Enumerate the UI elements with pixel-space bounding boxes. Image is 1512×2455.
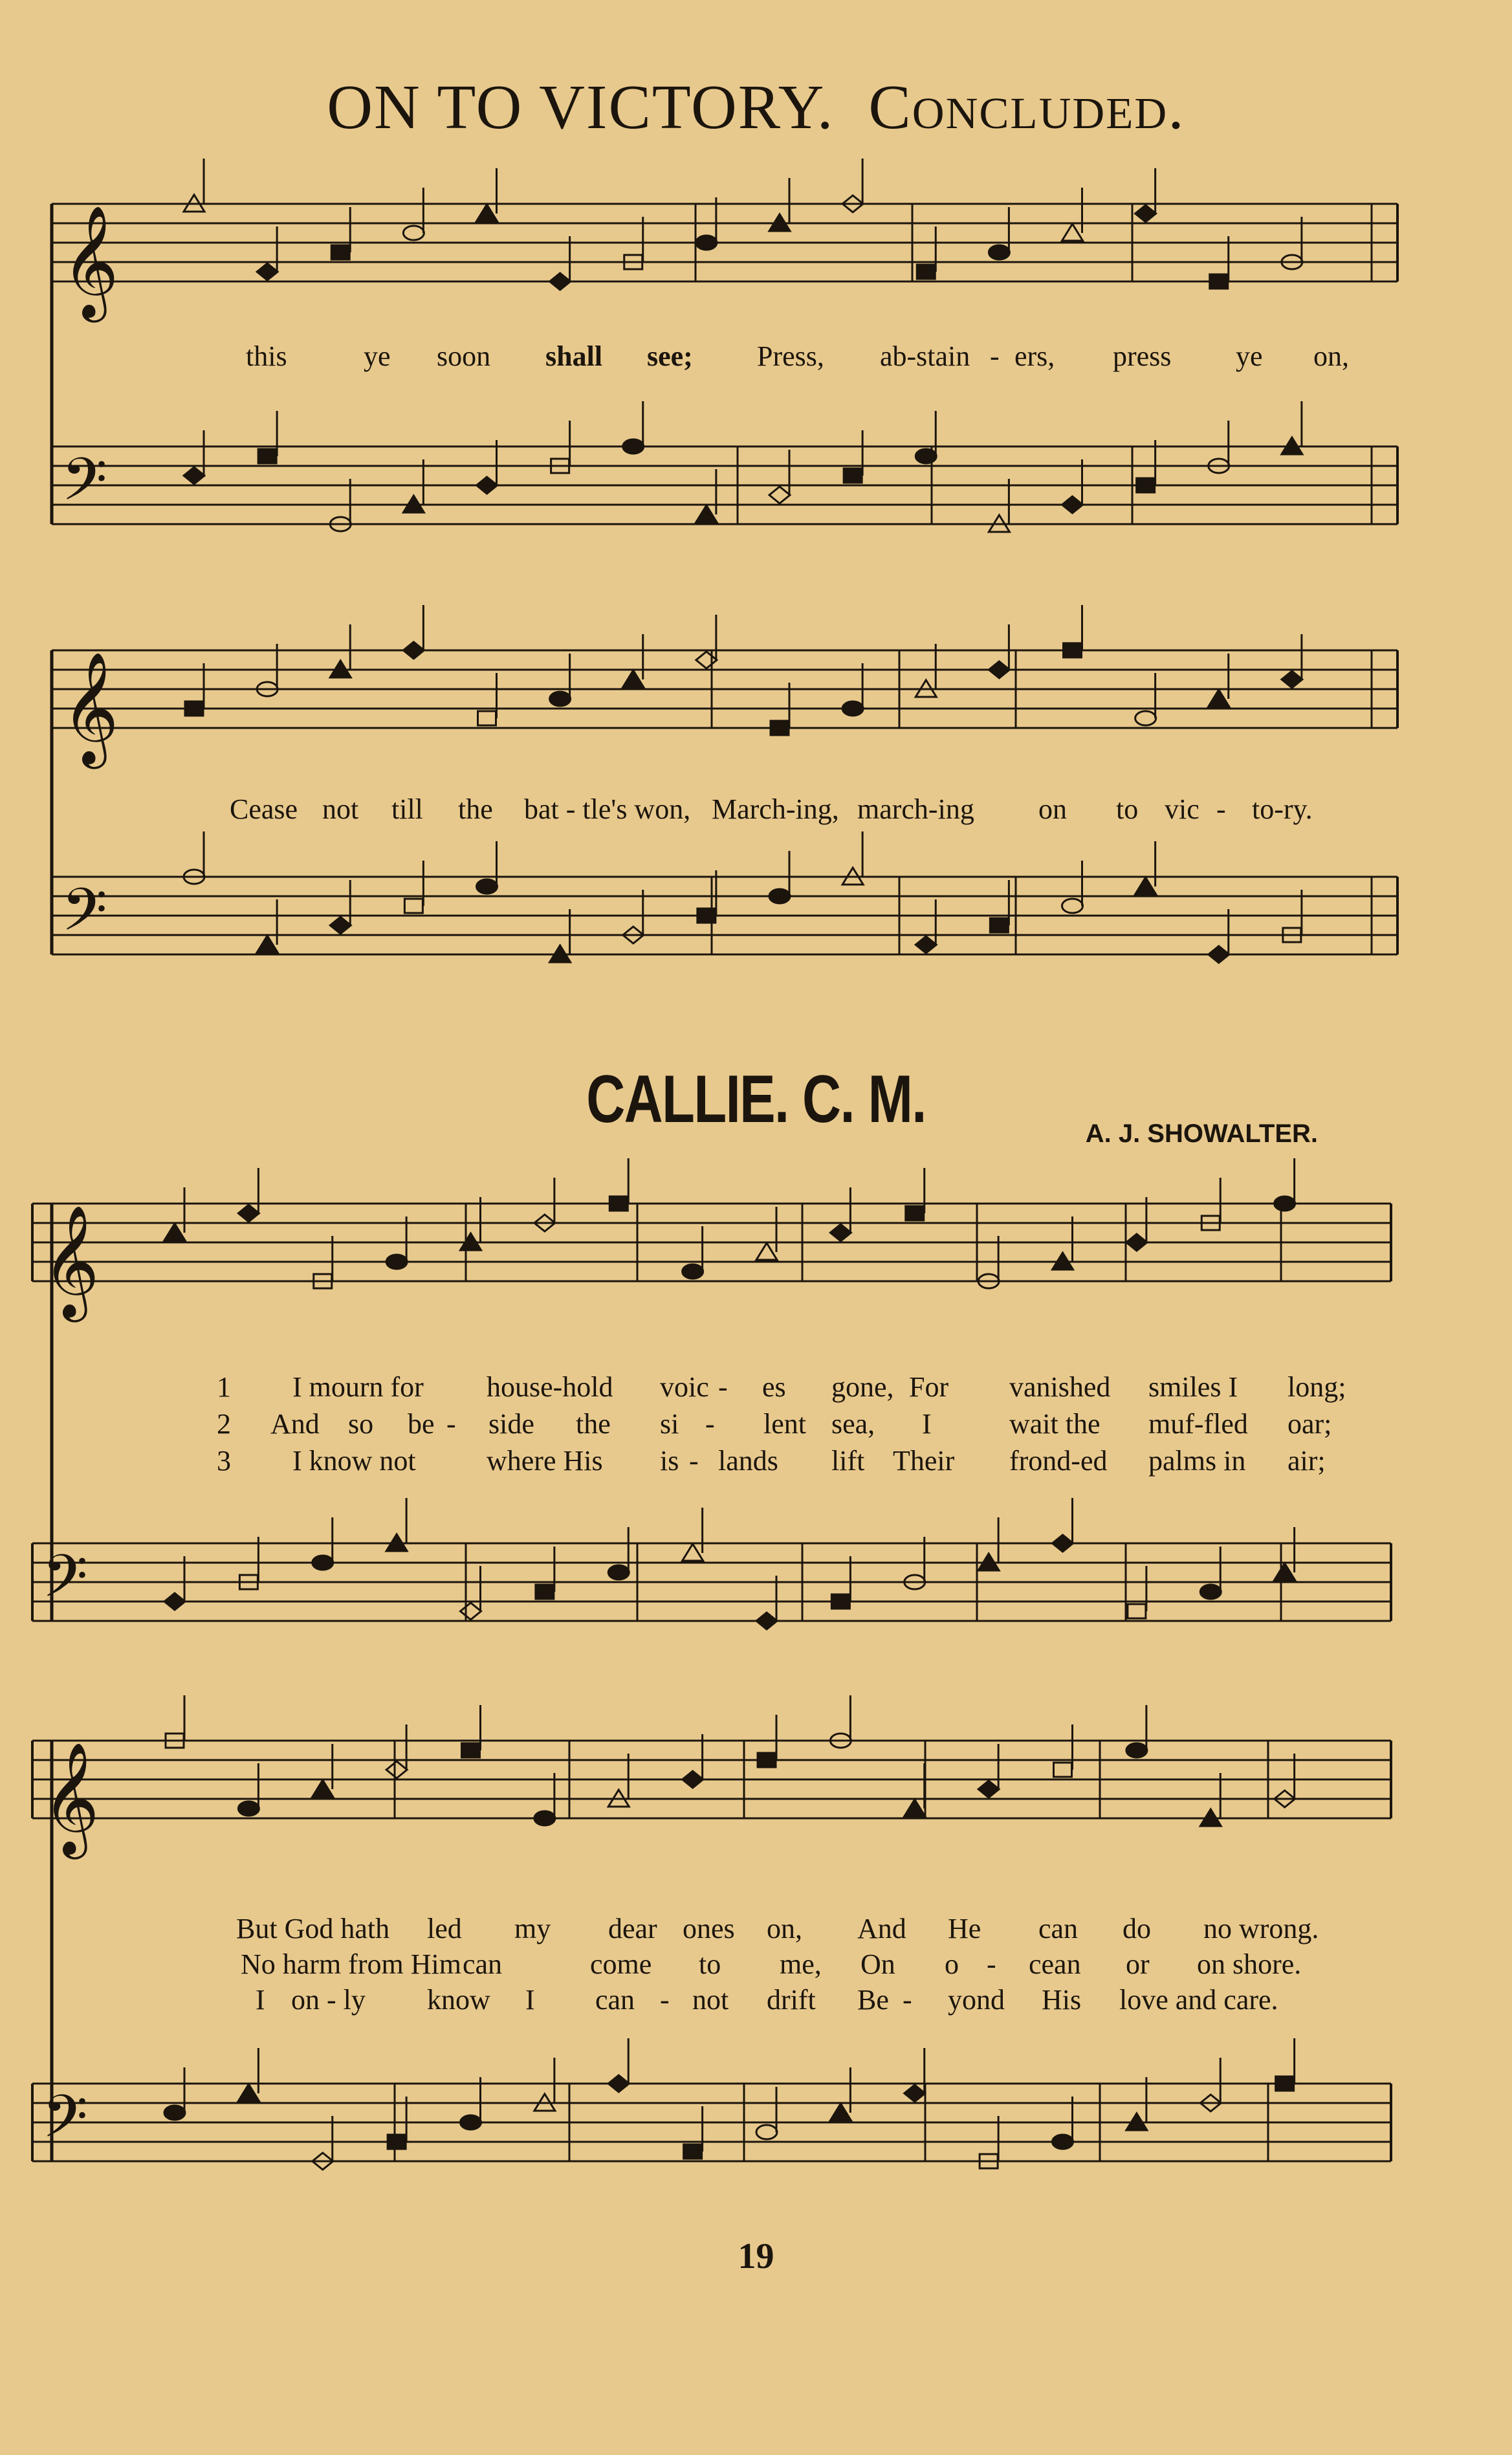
lyric-word: on shore. (1197, 1948, 1302, 1980)
lyric-word: He (948, 1913, 981, 1944)
lyric-word: And (270, 1408, 320, 1440)
lyric-word: so (348, 1408, 374, 1440)
lyric-word: not (692, 1984, 729, 2016)
lyric-word: see; (647, 340, 693, 372)
lyric-word: voic (660, 1371, 709, 1403)
note-head (844, 468, 862, 483)
lyric-word: long; (1287, 1371, 1346, 1403)
bass-clef-icon: 𝄢 (61, 445, 107, 528)
note-head (386, 1761, 407, 1778)
note-head (978, 1781, 999, 1798)
note-head (756, 1243, 777, 1260)
lyric-word: not (322, 793, 359, 825)
note-head (989, 661, 1009, 678)
lyric-word: on (1038, 793, 1067, 825)
lyric-word: me, (780, 1948, 822, 1980)
lyric-word: cean (1029, 1948, 1081, 1980)
note-head (534, 1811, 555, 1825)
note-head (915, 936, 936, 953)
lyric-word: vic (1165, 793, 1200, 825)
lyric-word: es (762, 1371, 786, 1403)
note-head (1062, 224, 1083, 241)
lyric-word: to-ry. (1252, 793, 1313, 825)
note-head (164, 1593, 185, 1610)
note-head (769, 487, 790, 503)
lyric-word: No harm from Him (241, 1948, 461, 1980)
note-head (697, 908, 716, 923)
note-head (477, 204, 498, 221)
note-head (769, 889, 790, 903)
note-head (684, 2144, 702, 2159)
lyric-word: house-hold (487, 1371, 613, 1403)
lyric-word: palms in (1148, 1445, 1246, 1477)
lyric-word: His (1042, 1984, 1082, 2016)
treble-clef-icon: 𝄞 (42, 1205, 100, 1317)
note-head (771, 721, 789, 735)
lyric-word: side (488, 1408, 534, 1440)
note-head (842, 701, 863, 716)
lyric-word: - (990, 340, 1000, 372)
lyric-word: bat - tle's won, (524, 793, 691, 825)
lyric-word: do (1123, 1913, 1151, 1944)
note-head (904, 2085, 925, 2102)
lyric-word: lent (763, 1408, 806, 1440)
note-head (623, 439, 644, 454)
note-head (989, 245, 1009, 259)
lyric-word: - (660, 1984, 670, 2016)
note-head (1054, 1763, 1072, 1777)
note-head (608, 1565, 629, 1580)
composer: A. J. SHOWALTER. (1085, 1119, 1318, 1148)
treble-clef-icon: 𝄞 (42, 1742, 100, 1855)
note-head (164, 1224, 185, 1240)
lyric-word: vanished (1009, 1371, 1111, 1403)
note-head (1064, 643, 1082, 657)
lyric-word: ers, (1014, 340, 1055, 372)
hymn-title: CALLIE. C. M. (586, 1062, 926, 1137)
lyric-word: On (860, 1948, 895, 1980)
lyric-word: Cease (230, 793, 298, 825)
note-head (1137, 478, 1155, 492)
lyric-word: to (699, 1948, 721, 1980)
note-head (1135, 205, 1156, 222)
lyric-word: smiles I (1148, 1371, 1238, 1403)
lyric-word: March-ing, (712, 793, 839, 825)
note-head (1275, 1563, 1295, 1580)
note-head (608, 2075, 629, 2092)
lyric-word: air; (1287, 1445, 1326, 1477)
lyric-word: - (987, 1948, 996, 1980)
note-head (386, 1255, 407, 1269)
note-head (164, 2106, 185, 2120)
note-head (1209, 690, 1229, 707)
note-head (184, 467, 204, 484)
lyric-word: ye (1236, 340, 1263, 372)
title-suffix: Concluded. (868, 72, 1185, 142)
note-head (990, 918, 1008, 932)
lyric-word: I (256, 1984, 265, 2016)
note-head (258, 449, 276, 463)
lyric-word: oar; (1287, 1408, 1332, 1440)
lyric-word: muf-fled (1148, 1408, 1248, 1440)
lyric-word: led (427, 1913, 462, 1944)
note-head (1135, 711, 1156, 725)
lyric-word: know (427, 1984, 490, 2016)
lyric-word: gone, (831, 1371, 894, 1403)
note-head (461, 1603, 481, 1620)
note-head (1053, 1535, 1073, 1552)
note-head (550, 692, 571, 706)
note-head (756, 1613, 777, 1629)
lyric-word: be (408, 1408, 435, 1440)
lyric-word: - (718, 1371, 728, 1403)
note-head (536, 1585, 554, 1599)
note-head (404, 899, 422, 913)
lyric-word: I (922, 1408, 932, 1440)
lyric-word: I mourn for (292, 1371, 424, 1403)
lyric-word: press (1113, 340, 1172, 372)
lyric-word: no wrong. (1203, 1913, 1319, 1944)
lyric-word: ab-stain (880, 340, 970, 372)
note-head (1128, 1604, 1146, 1618)
note-head (756, 2125, 777, 2139)
lyric-word: march-ing (857, 793, 974, 825)
note-head (1210, 274, 1228, 289)
lyric-word: o (945, 1948, 959, 1980)
page-number: 19 (738, 2236, 774, 2276)
note-head (1062, 899, 1083, 913)
lyric-word: - (446, 1408, 456, 1440)
lyric-word: drift (767, 1984, 816, 2016)
lyric-word: can (463, 1948, 503, 1980)
lyric-word: - (1216, 793, 1226, 825)
note-head (1200, 1585, 1221, 1599)
note-head (312, 1556, 333, 1570)
note-head (917, 265, 935, 279)
note-head (238, 1205, 259, 1222)
lyric-word: to (1116, 793, 1139, 825)
note-head (696, 236, 717, 250)
lyric-word: ye (364, 340, 391, 372)
note-head (403, 226, 424, 240)
lyric-word: love and care. (1119, 1984, 1278, 2016)
lyric-word: yond (948, 1984, 1005, 2016)
lyric-word: lift (831, 1445, 865, 1477)
note-head (1282, 671, 1302, 688)
note-head (388, 2135, 406, 2149)
lyric-word: lands (718, 1445, 778, 1477)
lyric-word: And (857, 1913, 906, 1944)
lyric-word: dear (608, 1913, 657, 1944)
note-head (1126, 1743, 1147, 1757)
note-head (478, 711, 496, 725)
note-head (312, 1780, 333, 1797)
lyric-word: - (903, 1984, 912, 2016)
lyric-word: or (1126, 1948, 1150, 1980)
lyric-word: the (458, 793, 493, 825)
lyric-word: my (514, 1913, 551, 1944)
note-head (462, 1743, 480, 1757)
note-head (461, 2115, 481, 2130)
note-head (238, 1801, 259, 1816)
note-head (830, 1224, 851, 1241)
lyric-word: on - ly (291, 1984, 366, 2016)
lyric-word: But God hath (236, 1913, 390, 1944)
note-head (830, 2104, 851, 2120)
lyric-word: can (595, 1984, 635, 2016)
note-head (1062, 496, 1083, 513)
lyric-word: soon (437, 340, 491, 372)
lyric-word: frond-ed (1009, 1445, 1108, 1477)
note-head (331, 245, 349, 259)
note-head (609, 1196, 628, 1211)
treble-clef-icon: 𝄞 (61, 205, 119, 318)
note-head (403, 642, 424, 659)
note-head (1053, 2135, 1073, 2149)
lyric-word: can (1038, 1913, 1079, 1944)
lyric-word: Their (893, 1445, 955, 1477)
lyric-word: si (660, 1408, 679, 1440)
note-head (257, 936, 278, 952)
note-head (330, 917, 351, 934)
lyric-word: wait the (1009, 1408, 1101, 1440)
lyric-word: shall (545, 340, 603, 372)
note-head (238, 2084, 259, 2101)
lyric-word: ones (683, 1913, 735, 1944)
lyric-word: come (590, 1948, 652, 1980)
note-head (1276, 2076, 1294, 2091)
lyric-word: - (689, 1445, 699, 1477)
note-head (550, 273, 571, 290)
bass-clef-icon: 𝄢 (42, 2082, 88, 2165)
lyric-word: For (909, 1371, 949, 1403)
lyric-word: the (576, 1408, 611, 1440)
lyric-word: Press, (757, 340, 824, 372)
lyric-word: where His (487, 1445, 603, 1477)
note-head (831, 1594, 849, 1609)
note-head (906, 1206, 924, 1220)
note-head (696, 652, 717, 668)
lyric-word: this (246, 340, 287, 372)
bass-clef-icon: 𝄢 (61, 875, 107, 958)
lyric-word: - (705, 1408, 715, 1440)
note-head (1275, 1196, 1295, 1211)
lyric-word: is (660, 1445, 679, 1477)
note-head (696, 505, 717, 522)
note-head (477, 879, 498, 894)
note-head (257, 263, 278, 280)
lyric-word: I (525, 1984, 535, 2016)
note-head (904, 1800, 925, 1816)
lyric-word: I know not (292, 1445, 416, 1477)
note-head (185, 701, 203, 716)
verse-number: 1 (217, 1371, 231, 1403)
bass-clef-icon: 𝄢 (42, 1542, 88, 1625)
note-head (758, 1753, 776, 1767)
note-head (477, 477, 498, 494)
lyric-word: Be (857, 1984, 889, 2016)
note-head (1135, 877, 1156, 894)
lyric-word: on, (1313, 340, 1349, 372)
lyric-word: on, (767, 1913, 802, 1944)
note-head (683, 1544, 703, 1561)
note-head (683, 1771, 703, 1788)
note-head (1209, 946, 1229, 963)
treble-clef-icon: 𝄞 (61, 652, 119, 764)
verse-number: 3 (217, 1445, 231, 1477)
verse-number: 2 (217, 1408, 231, 1440)
note-head (1126, 1234, 1147, 1251)
title-main: ON TO VICTORY. (327, 72, 835, 142)
lyric-word: till (391, 793, 423, 825)
lyric-word: sea, (831, 1408, 875, 1440)
note-head (623, 670, 644, 687)
note-head (915, 449, 936, 463)
note-head (683, 1264, 703, 1279)
